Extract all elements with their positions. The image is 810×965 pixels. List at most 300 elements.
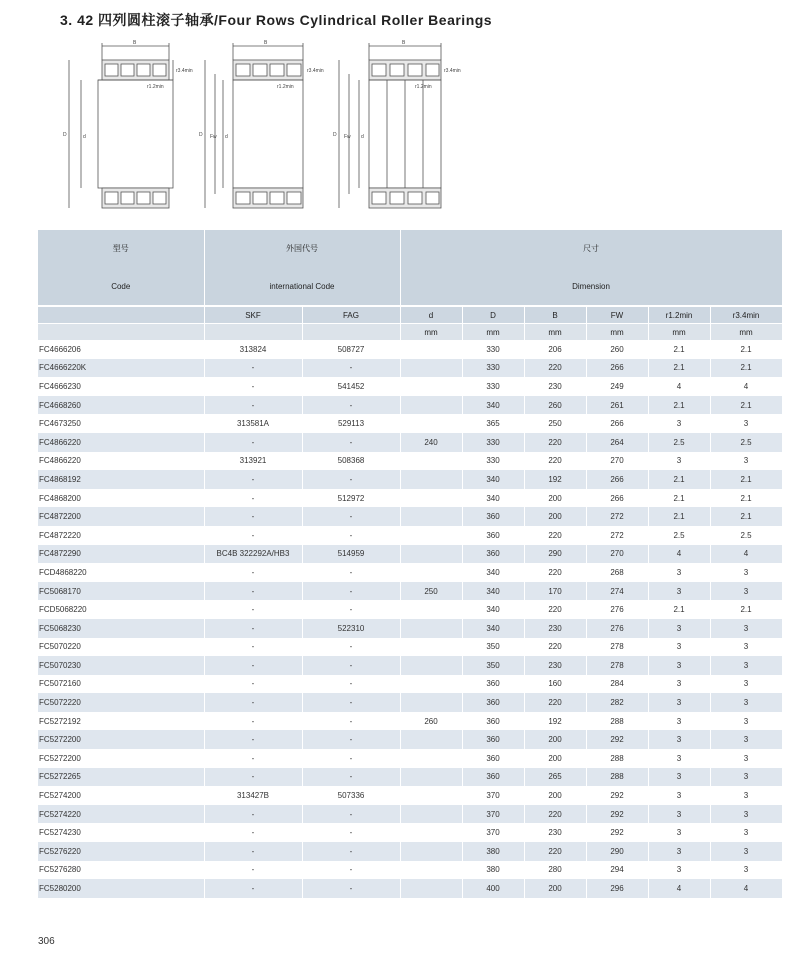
table-cell: 360	[462, 693, 524, 712]
table-cell: 3	[648, 414, 710, 433]
subheader-D: D	[462, 306, 524, 324]
table-cell: 529113	[302, 414, 400, 433]
table-row	[38, 526, 782, 545]
table-cell: 360	[462, 526, 524, 545]
table-cell: 3	[710, 619, 782, 638]
table-row	[38, 340, 782, 359]
table-cell: -	[302, 823, 400, 842]
table-cell: 230	[524, 823, 586, 842]
dim-label-fw2: Fw	[210, 134, 217, 140]
table-cell: 288	[586, 749, 648, 768]
table-cell: 508368	[302, 452, 400, 471]
table-cell: 4	[710, 879, 782, 898]
table-cell: 330	[462, 433, 524, 452]
table-cell: -	[302, 600, 400, 619]
table-cell: 360	[462, 545, 524, 564]
table-cell: 2.1	[710, 489, 782, 508]
table-cell: 330	[462, 377, 524, 396]
table-cell: 250	[400, 582, 462, 601]
table-cell: 2.1	[710, 359, 782, 378]
table-cell: 3	[710, 563, 782, 582]
table-cell: 2.5	[648, 433, 710, 452]
table-cell: 313824	[204, 340, 302, 359]
table-cell: -	[302, 563, 400, 582]
table-cell: -	[204, 526, 302, 545]
subheader-r34: r3.4min	[710, 306, 782, 324]
units-row	[38, 324, 782, 341]
table-cell: 276	[586, 600, 648, 619]
table-cell: -	[302, 675, 400, 694]
table-cell: 220	[524, 600, 586, 619]
dim-label-d1: d	[83, 134, 86, 140]
subheader-d: d	[400, 306, 462, 324]
table-cell: 3	[648, 582, 710, 601]
table-cell: 330	[462, 452, 524, 471]
dim-label-d2: d	[225, 134, 228, 140]
dim-label-r12-2: r1.2min	[277, 84, 294, 90]
table-cell: 3	[648, 861, 710, 880]
table-cell: -	[204, 359, 302, 378]
table-cell: -	[302, 656, 400, 675]
table-row	[38, 879, 782, 898]
table-cell: 4	[648, 879, 710, 898]
table-cell: 192	[524, 712, 586, 731]
table-cell: 514959	[302, 545, 400, 564]
page-number: 306	[38, 936, 55, 947]
table-cell: 512972	[302, 489, 400, 508]
table-cell	[400, 786, 462, 805]
table-cell	[400, 414, 462, 433]
table-cell: -	[204, 638, 302, 657]
table-cell: 290	[524, 545, 586, 564]
table-cell: 3	[648, 638, 710, 657]
table-cell: -	[204, 433, 302, 452]
dim-label-r12-1: r1.2min	[147, 84, 164, 90]
table-row	[38, 656, 782, 675]
table-cell: 313427B	[204, 786, 302, 805]
table-cell: FC4666206	[38, 340, 204, 359]
table-cell: 260	[524, 396, 586, 415]
table-cell: 350	[462, 638, 524, 657]
table-cell: -	[204, 507, 302, 526]
table-cell: -	[204, 396, 302, 415]
table-cell: -	[302, 842, 400, 861]
table-cell	[400, 600, 462, 619]
table-cell: 4	[648, 377, 710, 396]
table-cell: -	[302, 805, 400, 824]
table-cell: 507336	[302, 786, 400, 805]
table-cell: 220	[524, 805, 586, 824]
table-cell: -	[204, 749, 302, 768]
table-row	[38, 489, 782, 508]
table-cell: 4	[710, 377, 782, 396]
table-cell: 3	[710, 414, 782, 433]
table-cell: -	[204, 861, 302, 880]
table-row	[38, 470, 782, 489]
table-cell: 270	[586, 545, 648, 564]
table-row	[38, 377, 782, 396]
table-cell: -	[204, 582, 302, 601]
table-cell: 249	[586, 377, 648, 396]
table-cell	[400, 749, 462, 768]
table-cell: FC4868192	[38, 470, 204, 489]
table-cell	[400, 563, 462, 582]
table-cell: -	[204, 712, 302, 731]
table-cell: 3	[710, 582, 782, 601]
table-cell: -	[204, 730, 302, 749]
table-row	[38, 359, 782, 378]
table-cell: 340	[462, 582, 524, 601]
table-cell: 265	[524, 768, 586, 787]
table-cell	[400, 823, 462, 842]
table-cell: 240	[400, 433, 462, 452]
table-cell: 370	[462, 805, 524, 824]
table-cell: 3	[648, 619, 710, 638]
table-row	[38, 786, 782, 805]
table-cell: 220	[524, 638, 586, 657]
table-cell: 522310	[302, 619, 400, 638]
table-cell: FCD5068220	[38, 600, 204, 619]
table-cell	[400, 377, 462, 396]
table-cell: -	[302, 879, 400, 898]
table-cell	[400, 675, 462, 694]
table-cell: FC5068170	[38, 582, 204, 601]
table-cell: -	[204, 470, 302, 489]
table-row	[38, 545, 782, 564]
table-cell: 340	[462, 563, 524, 582]
table-row	[38, 582, 782, 601]
table-cell: FC4868200	[38, 489, 204, 508]
table-cell: 4	[648, 545, 710, 564]
table-cell: 3	[710, 656, 782, 675]
table-cell: -	[204, 489, 302, 508]
table-cell: 292	[586, 730, 648, 749]
table-row	[38, 749, 782, 768]
table-cell: 3	[648, 656, 710, 675]
table-cell: 3	[710, 730, 782, 749]
table-cell: 280	[524, 861, 586, 880]
table-cell: FC5280200	[38, 879, 204, 898]
table-cell: 3	[648, 712, 710, 731]
table-cell: 2.1	[648, 359, 710, 378]
table-row	[38, 414, 782, 433]
table-cell: 2.1	[648, 470, 710, 489]
table-row	[38, 433, 782, 452]
table-cell: -	[302, 749, 400, 768]
table-cell: 360	[462, 712, 524, 731]
table-cell: 3	[648, 675, 710, 694]
table-cell	[400, 768, 462, 787]
table-row	[38, 730, 782, 749]
table-cell: 350	[462, 656, 524, 675]
table-cell: FC5272192	[38, 712, 204, 731]
table-cell: 3	[710, 842, 782, 861]
table-cell: -	[204, 768, 302, 787]
subheader-skf: SKF	[204, 306, 302, 324]
table-cell: -	[302, 638, 400, 657]
dim-label-r34-3: r3.4min	[444, 68, 461, 74]
table-cell: FC5068230	[38, 619, 204, 638]
table-cell: 220	[524, 359, 586, 378]
table-cell: 200	[524, 749, 586, 768]
table-cell: 2.1	[648, 600, 710, 619]
table-row	[38, 842, 782, 861]
table-cell: 3	[710, 638, 782, 657]
table-cell: -	[204, 377, 302, 396]
table-cell: 3	[648, 563, 710, 582]
table-cell: 370	[462, 823, 524, 842]
table-cell: 290	[586, 842, 648, 861]
table-cell: 272	[586, 526, 648, 545]
table-cell: -	[204, 656, 302, 675]
subheader-r12: r1.2min	[648, 306, 710, 324]
table-cell: 380	[462, 842, 524, 861]
dim-label-r34-2: r3.4min	[307, 68, 324, 74]
dim-label-r12-3: r1.2min	[415, 84, 432, 90]
table-cell: -	[302, 359, 400, 378]
table-cell: -	[204, 619, 302, 638]
dim-label-r34-1: r3.4min	[176, 68, 193, 74]
table-cell: 200	[524, 879, 586, 898]
table-cell: 264	[586, 433, 648, 452]
table-cell	[400, 842, 462, 861]
table-cell: BC4B 322292A/HB3	[204, 545, 302, 564]
table-cell: -	[302, 582, 400, 601]
table-cell: -	[302, 507, 400, 526]
table-cell: 230	[524, 619, 586, 638]
table-cell: 292	[586, 805, 648, 824]
dim-label-fw3: Fw	[344, 134, 351, 140]
table-cell	[400, 879, 462, 898]
table-row	[38, 600, 782, 619]
table-cell: 2.1	[648, 507, 710, 526]
table-cell: FC5274200	[38, 786, 204, 805]
table-row	[38, 619, 782, 638]
table-cell: 330	[462, 359, 524, 378]
table-cell: 266	[586, 489, 648, 508]
table-cell: 3	[648, 842, 710, 861]
subheader-row	[38, 306, 782, 324]
table-cell: 272	[586, 507, 648, 526]
table-cell: -	[204, 600, 302, 619]
table-cell: 2.1	[648, 396, 710, 415]
table-row	[38, 675, 782, 694]
table-cell: 200	[524, 786, 586, 805]
subheader-fw: FW	[586, 306, 648, 324]
table-cell: 340	[462, 489, 524, 508]
table-cell: 2.1	[710, 600, 782, 619]
table-row	[38, 396, 782, 415]
table-cell: 220	[524, 433, 586, 452]
table-row	[38, 712, 782, 731]
table-cell	[400, 340, 462, 359]
table-cell: 220	[524, 563, 586, 582]
table-cell	[400, 526, 462, 545]
table-cell: 278	[586, 656, 648, 675]
table-cell: 288	[586, 712, 648, 731]
table-cell: FC5272200	[38, 730, 204, 749]
table-cell: FC5070230	[38, 656, 204, 675]
table-cell: 3	[648, 805, 710, 824]
table-cell: 220	[524, 693, 586, 712]
table-cell: 2.1	[710, 470, 782, 489]
table-cell: 266	[586, 414, 648, 433]
table-cell: 3	[710, 712, 782, 731]
table-body	[38, 340, 782, 898]
table-cell	[400, 730, 462, 749]
table-cell: 3	[710, 452, 782, 471]
page-title: 3. 42 四列圆柱滚子轴承/Four Rows Cylindrical Roller Bearings	[60, 12, 493, 28]
unit-blank	[302, 324, 400, 341]
table-cell: 288	[586, 768, 648, 787]
table-cell: 3	[710, 805, 782, 824]
dim-label-D3: D	[333, 132, 337, 138]
unit-mm: mm	[586, 324, 648, 341]
table-cell: 192	[524, 470, 586, 489]
table-cell: 3	[710, 823, 782, 842]
table-cell: 284	[586, 675, 648, 694]
table-cell: FC4666230	[38, 377, 204, 396]
table-row	[38, 693, 782, 712]
table-cell: FC5272200	[38, 749, 204, 768]
table-cell	[400, 861, 462, 880]
bearing-diagrams	[55, 38, 475, 216]
header-en-intl: international Code	[204, 267, 400, 306]
header-en-code: Code	[38, 267, 204, 306]
table-cell: 313581A	[204, 414, 302, 433]
table-cell: 282	[586, 693, 648, 712]
table-cell: -	[204, 879, 302, 898]
table-cell: 220	[524, 526, 586, 545]
table-row	[38, 768, 782, 787]
table-cell: 330	[462, 340, 524, 359]
table-cell: 541452	[302, 377, 400, 396]
table-cell: 3	[648, 452, 710, 471]
unit-blank	[204, 324, 302, 341]
table-row	[38, 638, 782, 657]
table-cell: 266	[586, 470, 648, 489]
table-cell: FC4673250	[38, 414, 204, 433]
table-cell: 270	[586, 452, 648, 471]
table-cell: 2.1	[710, 396, 782, 415]
table-cell: -	[204, 693, 302, 712]
table-cell: 2.1	[710, 340, 782, 359]
table-cell: 260	[400, 712, 462, 731]
table-cell: 2.5	[648, 526, 710, 545]
table-cell: 2.5	[710, 433, 782, 452]
table-cell: 3	[710, 749, 782, 768]
table-cell: FC4668260	[38, 396, 204, 415]
table-cell: -	[302, 712, 400, 731]
table-cell: 3	[648, 768, 710, 787]
table-cell: 292	[586, 823, 648, 842]
table-cell: -	[302, 730, 400, 749]
table-cell: 3	[710, 768, 782, 787]
table-cell: FC5072160	[38, 675, 204, 694]
dim-label-b1: B	[133, 40, 137, 46]
unit-mm: mm	[524, 324, 586, 341]
table-cell: 3	[710, 861, 782, 880]
table-cell: 2.1	[648, 489, 710, 508]
table-cell	[400, 638, 462, 657]
table-cell: 380	[462, 861, 524, 880]
table-cell: 160	[524, 675, 586, 694]
table-cell: 276	[586, 619, 648, 638]
table-cell: 3	[648, 786, 710, 805]
table-cell: 360	[462, 749, 524, 768]
table-cell	[400, 656, 462, 675]
table-cell: 2.1	[648, 340, 710, 359]
bearing-spec-table	[38, 230, 783, 898]
table-cell	[400, 805, 462, 824]
table-cell: 260	[586, 340, 648, 359]
table-cell: 3	[648, 749, 710, 768]
unit-blank	[38, 324, 204, 341]
header-en-dim: Dimension	[400, 267, 782, 306]
table-cell: 230	[524, 377, 586, 396]
table-cell: FCD4868220	[38, 563, 204, 582]
dim-label-b2: B	[264, 40, 268, 46]
table-cell: FC4866220	[38, 433, 204, 452]
table-cell: 220	[524, 842, 586, 861]
table-cell	[400, 507, 462, 526]
table-cell: 360	[462, 675, 524, 694]
table-cell: 268	[586, 563, 648, 582]
table-cell: 278	[586, 638, 648, 657]
table-cell	[400, 619, 462, 638]
table-cell: FC4666220K	[38, 359, 204, 378]
bearing-drawing-1	[69, 43, 173, 208]
unit-mm: mm	[462, 324, 524, 341]
table-cell: 400	[462, 879, 524, 898]
table-cell: 340	[462, 396, 524, 415]
table-cell: 360	[462, 507, 524, 526]
table-row	[38, 563, 782, 582]
table-cell: FC4872220	[38, 526, 204, 545]
table-cell: 274	[586, 582, 648, 601]
bearing-drawing-2	[205, 43, 303, 208]
table-cell: -	[204, 805, 302, 824]
dim-label-d3: d	[361, 134, 364, 140]
table-cell: 292	[586, 786, 648, 805]
table-cell: 296	[586, 879, 648, 898]
table-cell: FC5070220	[38, 638, 204, 657]
table-cell: 200	[524, 507, 586, 526]
table-cell: -	[302, 693, 400, 712]
table-cell	[400, 693, 462, 712]
table-cell: 340	[462, 619, 524, 638]
dim-label-D2: D	[199, 132, 203, 138]
table-cell	[400, 470, 462, 489]
table-cell: 365	[462, 414, 524, 433]
table-cell: 3	[648, 693, 710, 712]
header-cn-dim: 尺寸	[400, 230, 782, 267]
subheader-fag: FAG	[302, 306, 400, 324]
table-cell: 3	[648, 823, 710, 842]
table-row	[38, 452, 782, 471]
bearing-drawing-3	[339, 43, 441, 208]
table-cell: FC5072220	[38, 693, 204, 712]
table-cell: FC5272265	[38, 768, 204, 787]
table-cell: -	[204, 563, 302, 582]
table-cell: -	[204, 823, 302, 842]
table-cell: 4	[710, 545, 782, 564]
table-row	[38, 805, 782, 824]
table-cell: -	[302, 470, 400, 489]
table-cell: 206	[524, 340, 586, 359]
header-cn-code: 型号	[38, 230, 204, 267]
table-cell: 250	[524, 414, 586, 433]
